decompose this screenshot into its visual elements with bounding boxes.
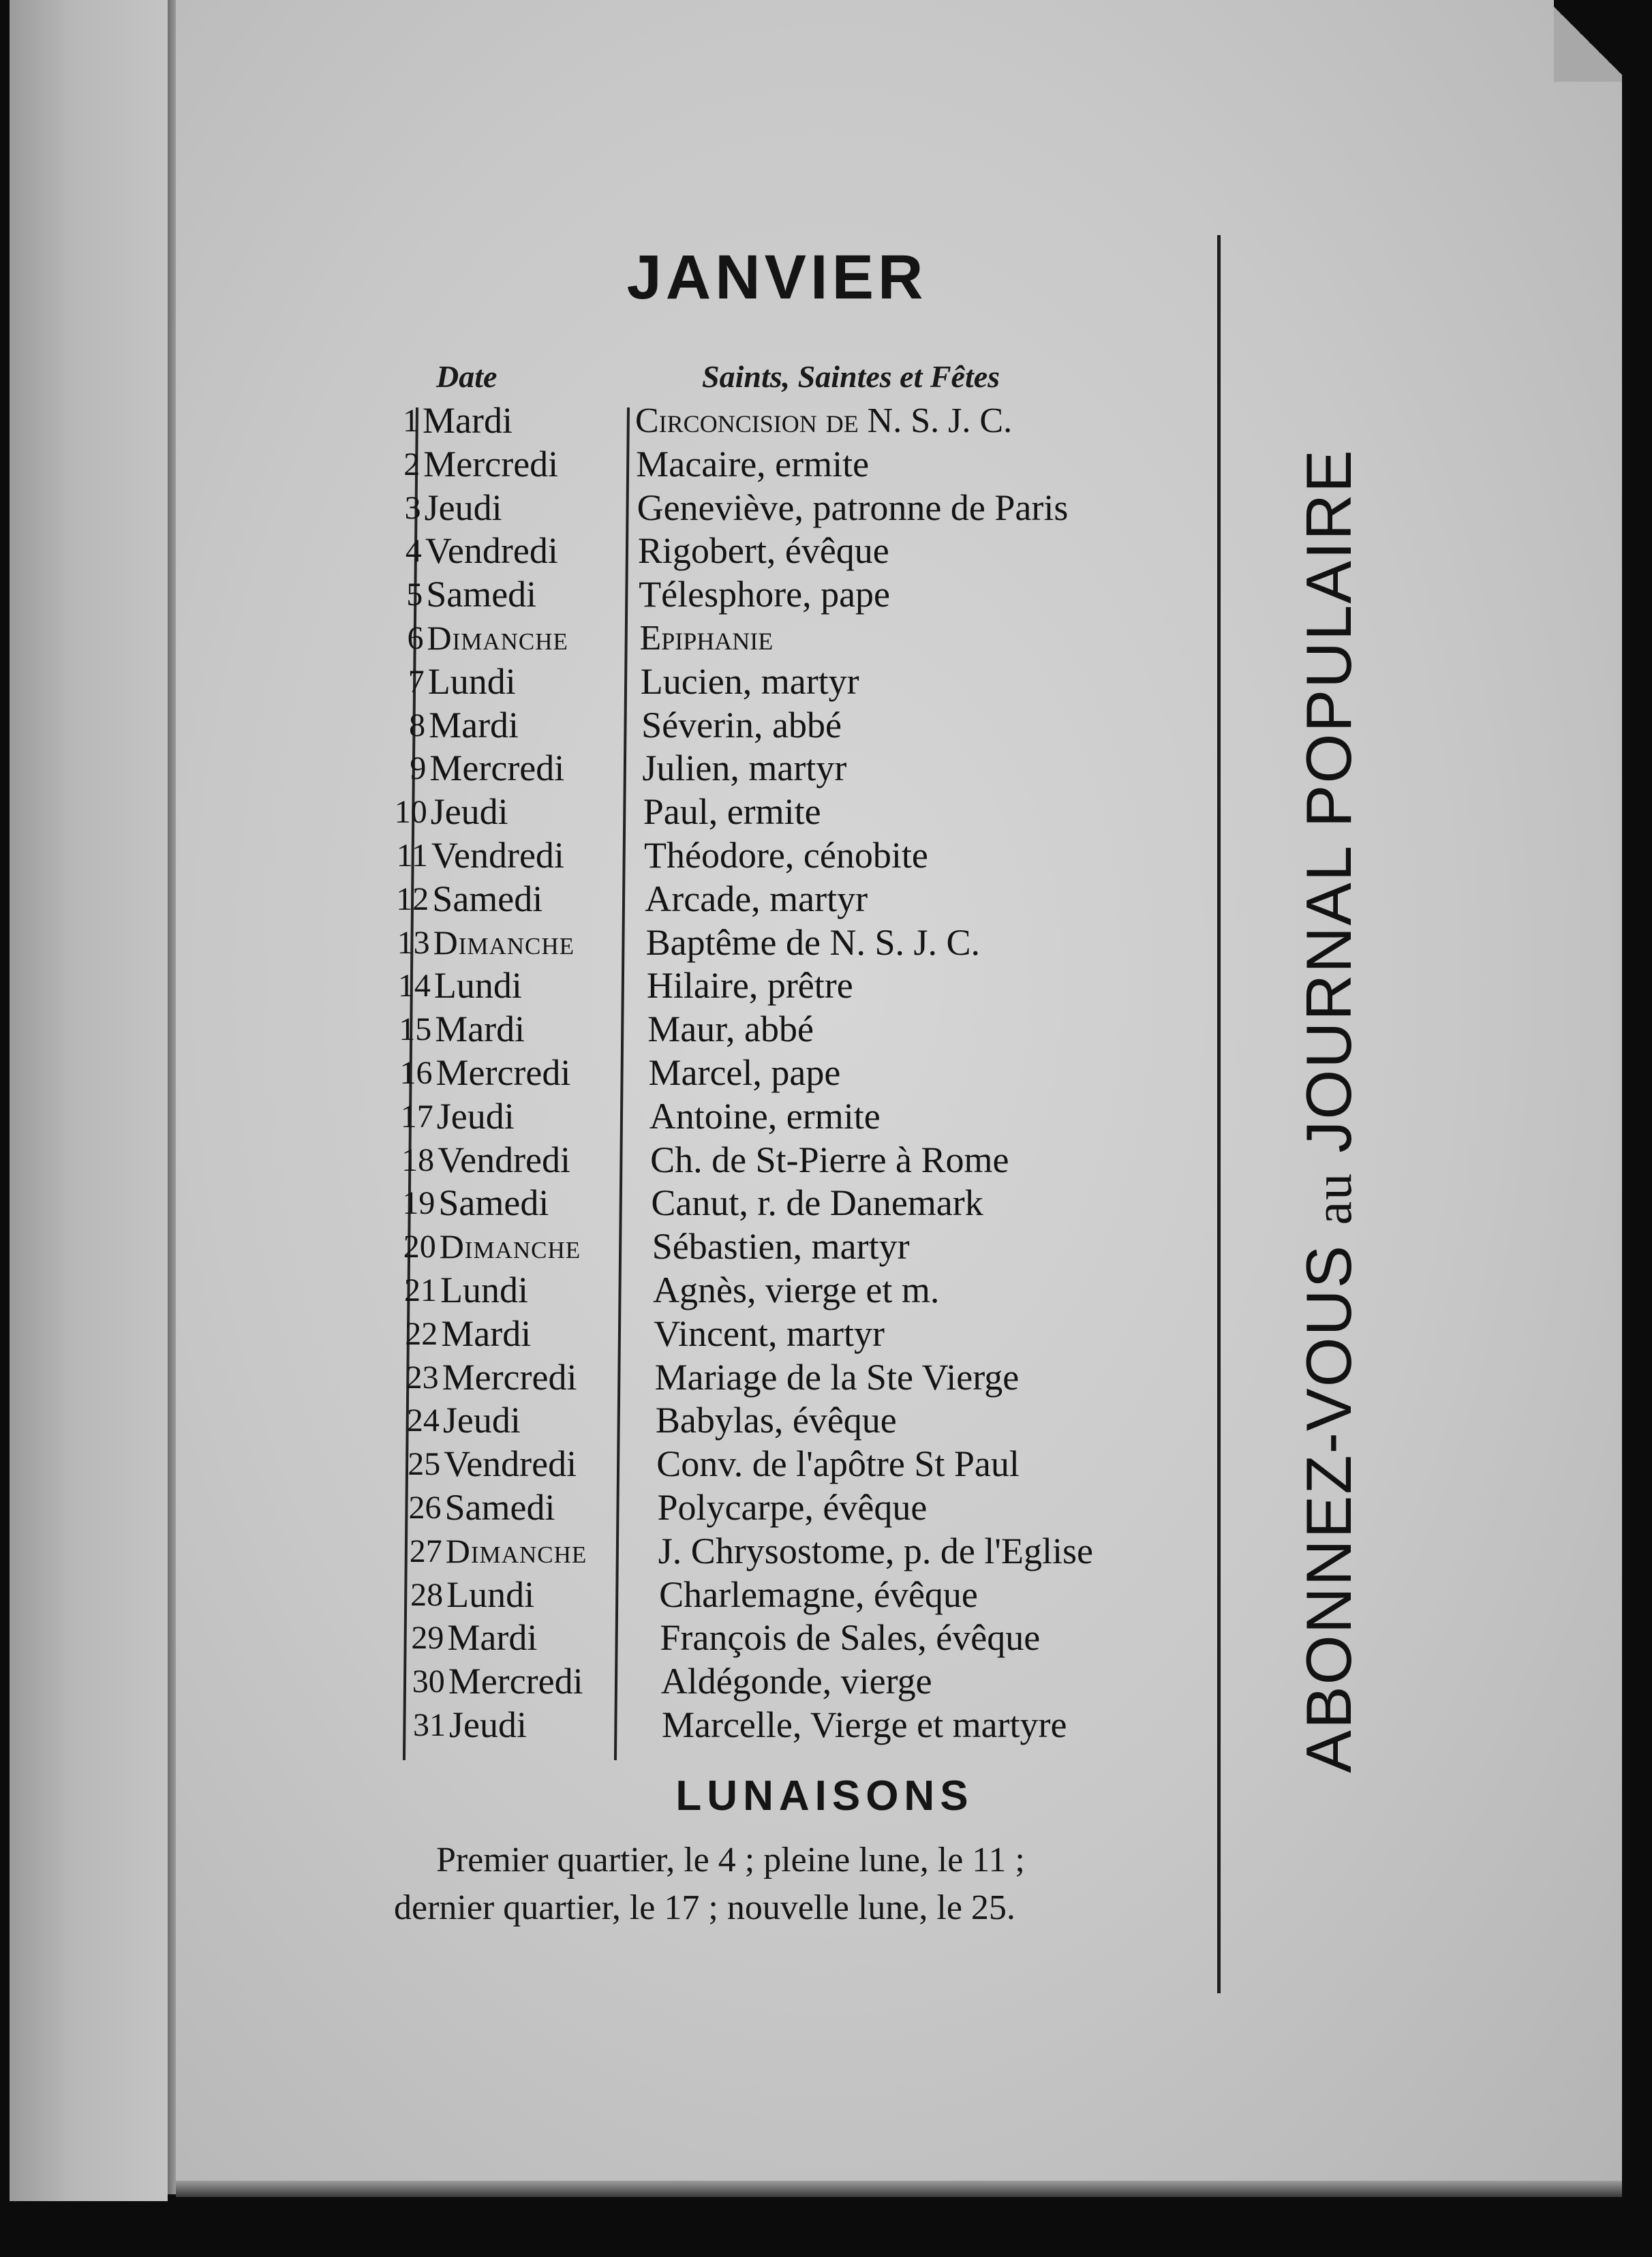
weekday: Jeudi — [424, 487, 502, 528]
day-number: 5 — [406, 577, 423, 613]
calendar-row — [369, 1095, 1240, 1139]
day-number: 24 — [406, 1402, 440, 1439]
weekday: Lundi — [446, 1573, 535, 1615]
calendar-row — [379, 1616, 1240, 1660]
calendar-row — [361, 747, 1240, 790]
day-number: 4 — [405, 533, 422, 570]
weekday: Vendredi — [438, 1139, 571, 1180]
saint-name: Canut, r. de Danemark — [651, 1182, 983, 1224]
calendar-row — [367, 1008, 1240, 1051]
calendar-row — [381, 1704, 1240, 1747]
saint-name: Séverin, abbé — [641, 704, 842, 746]
calendar-row — [378, 1573, 1240, 1617]
weekday: Samedi — [432, 878, 543, 919]
day-number: 13 — [397, 924, 430, 961]
saint-name: Macaire, ermite — [636, 443, 870, 485]
day-number: 28 — [410, 1576, 444, 1613]
lunaisons-line-1: Premier quartier, le 4 ; pleine lune, le 11 ; — [436, 1841, 1025, 1879]
calendar-row — [360, 660, 1240, 704]
calendar-row — [356, 487, 1240, 530]
calendar-row — [359, 617, 1241, 660]
weekday: Dimanche — [439, 1227, 581, 1266]
weekday: Mardi — [435, 1009, 525, 1050]
saint-name: Julien, martyr — [642, 748, 847, 789]
paper-bottom-edge — [176, 2181, 1622, 2197]
saint-name: François de Sales, évêque — [660, 1617, 1041, 1659]
day-number: 18 — [401, 1141, 435, 1178]
weekday: Vendredi — [431, 834, 564, 876]
weekday: Mardi — [441, 1312, 532, 1354]
saint-name: Rigobert, évêque — [637, 530, 889, 572]
saint-name: Paul, ermite — [643, 791, 821, 833]
weekday: Vendredi — [425, 530, 558, 572]
calendar-row — [365, 921, 1240, 965]
day-number: 16 — [399, 1054, 433, 1091]
weekday: Vendredi — [444, 1443, 577, 1485]
weekday: Samedi — [438, 1182, 549, 1224]
banner-journal: JOURNAL POPULAIRE — [1293, 448, 1364, 1153]
day-number: 6 — [407, 619, 424, 656]
calendar-row — [376, 1443, 1240, 1486]
banner-au: au — [1303, 1171, 1362, 1225]
calendar-row — [378, 1530, 1240, 1573]
day-number: 30 — [412, 1663, 445, 1700]
weekday: Jeudi — [436, 1095, 515, 1137]
weekday: Dimanche — [427, 618, 568, 657]
weekday: Lundi — [440, 1269, 528, 1310]
saint-name: Vincent, martyr — [654, 1312, 885, 1354]
weekday: Samedi — [444, 1486, 555, 1528]
calendar-row — [373, 1312, 1240, 1356]
calendar-row — [366, 964, 1240, 1008]
day-number: 29 — [411, 1620, 444, 1657]
weekday: Mardi — [423, 400, 513, 441]
saint-name: Circoncision de N. S. J. C. — [635, 401, 1013, 440]
lunaisons-title: LUNAISONS — [675, 1772, 974, 1820]
day-number: 17 — [400, 1098, 433, 1135]
day-number: 8 — [409, 707, 426, 743]
saint-name: Charlemagne, évêque — [659, 1573, 978, 1615]
day-number: 15 — [399, 1011, 432, 1048]
weekday: Lundi — [427, 660, 516, 702]
weekday: Samedi — [426, 574, 537, 615]
calendar-list — [354, 399, 1240, 1747]
saint-name: Babylas, évêque — [655, 1400, 897, 1441]
weekday: Mercredi — [435, 1051, 571, 1093]
saint-name: Baptême de N. S. J. C. — [645, 921, 981, 963]
day-number: 12 — [396, 880, 429, 917]
saint-name: Geneviève, patronne de Paris — [637, 487, 1069, 528]
saint-name: Lucien, martyr — [640, 660, 859, 702]
saint-name: Télesphore, pape — [639, 574, 891, 615]
weekday: Lundi — [433, 965, 522, 1007]
saint-name: Mariage de la Ste Vierge — [654, 1356, 1020, 1398]
saint-name: Ch. de St-Pierre à Rome — [650, 1139, 1009, 1180]
calendar-row — [370, 1182, 1240, 1225]
day-number: 10 — [394, 794, 427, 831]
weekday: Mardi — [447, 1617, 538, 1659]
weekday: Jeudi — [430, 791, 508, 833]
saint-name: Aldégonde, vierge — [660, 1661, 932, 1702]
day-number: 14 — [397, 968, 431, 1004]
banner-abonnez: ABONNEZ-VOUS — [1293, 1244, 1364, 1773]
date-column-header: Date — [436, 359, 498, 394]
calendar-row — [372, 1269, 1240, 1312]
calendar-row — [374, 1356, 1240, 1400]
saint-name: Epiphanie — [639, 618, 774, 658]
day-number: 22 — [405, 1315, 438, 1352]
left-page-edge — [10, 0, 168, 2201]
saint-name: J. Chrysostome, p. de l'Eglise — [658, 1530, 1093, 1571]
calendar-row — [377, 1486, 1241, 1530]
day-number: 31 — [413, 1706, 446, 1743]
saint-name: Maur, abbé — [647, 1009, 814, 1050]
day-number: 2 — [403, 446, 420, 482]
saint-name: Marcel, pape — [648, 1051, 841, 1093]
day-number: 21 — [404, 1272, 437, 1308]
weekday: Mercredi — [429, 748, 565, 789]
weekday: Jeudi — [442, 1400, 521, 1441]
day-number: 1 — [403, 403, 419, 439]
page-fold — [168, 0, 176, 2194]
calendar-row — [354, 399, 1240, 443]
saint-name: Conv. de l'apôtre St Paul — [656, 1443, 1020, 1485]
saint-name: Hilaire, prêtre — [646, 965, 853, 1007]
saints-column-header: Saints, Saintes et Fêtes — [702, 359, 1000, 394]
calendar-row — [369, 1139, 1240, 1182]
folded-corner — [1554, 0, 1622, 82]
day-number: 9 — [410, 750, 427, 787]
day-number: 20 — [403, 1229, 436, 1265]
calendar-row — [355, 443, 1240, 487]
day-number: 26 — [408, 1489, 442, 1526]
day-number: 7 — [408, 663, 425, 700]
weekday: Mercredi — [448, 1661, 583, 1702]
weekday: Dimanche — [433, 923, 575, 962]
weekday: Jeudi — [449, 1704, 527, 1745]
saint-name: Agnès, vierge et m. — [653, 1269, 940, 1310]
saint-name: Arcade, martyr — [645, 878, 868, 919]
weekday: Mardi — [429, 704, 519, 746]
day-number: 11 — [396, 837, 428, 874]
banner-rule — [1217, 235, 1221, 1993]
calendar-row — [364, 878, 1240, 921]
calendar-row — [375, 1399, 1240, 1443]
month-title: JANVIER — [626, 243, 928, 312]
calendar-row — [358, 573, 1240, 617]
saint-name: Marcelle, Vierge et martyre — [662, 1704, 1067, 1745]
weekday: Mercredi — [423, 443, 559, 485]
calendar-row — [363, 834, 1240, 878]
calendar-row — [380, 1660, 1240, 1704]
calendar-row — [361, 704, 1240, 748]
day-number: 3 — [404, 489, 421, 526]
saint-name: Sébastien, martyr — [652, 1226, 910, 1268]
day-number: 19 — [402, 1185, 435, 1222]
calendar-row — [363, 790, 1240, 834]
calendar-row — [368, 1051, 1241, 1095]
saint-name: Théodore, cénobite — [644, 834, 928, 876]
day-number: 25 — [408, 1446, 441, 1483]
day-number: 23 — [406, 1359, 439, 1396]
weekday: Dimanche — [445, 1531, 587, 1570]
day-number: 27 — [409, 1533, 442, 1569]
calendar-row — [371, 1225, 1240, 1269]
lunaisons-line-2: dernier quartier, le 17 ; nouvelle lune, le 25. — [394, 1888, 1015, 1927]
calendar-row — [357, 529, 1240, 573]
weekday: Mercredi — [442, 1356, 577, 1398]
subscription-banner — [1292, 448, 1366, 1772]
saint-name: Polycarpe, évêque — [657, 1486, 928, 1528]
saint-name: Antoine, ermite — [649, 1095, 881, 1137]
